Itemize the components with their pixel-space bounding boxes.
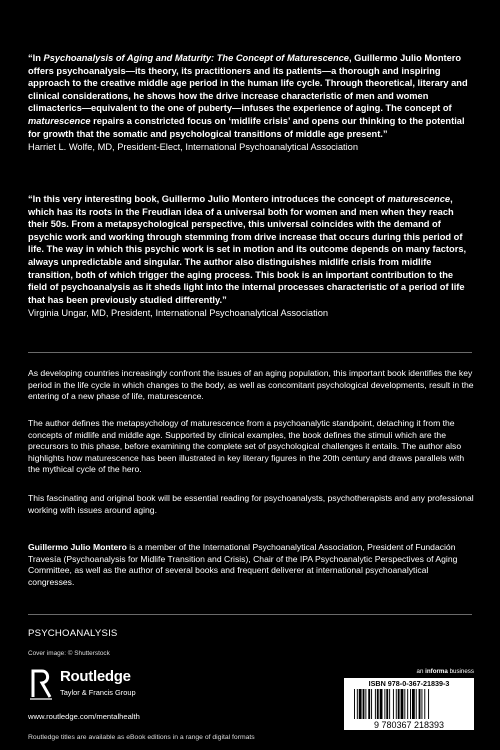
barcode-bar	[359, 689, 362, 719]
publisher-group: Taylor & Francis Group	[60, 688, 136, 697]
barcode-bar	[357, 689, 358, 719]
quote-1-open: “In	[28, 53, 44, 63]
informa-prefix: an	[416, 668, 426, 675]
barcode	[344, 678, 474, 730]
informa-business-label	[417, 668, 474, 675]
quote-2-text-b: , which has its roots in the Freudian idea of a universal both for women and men when they reach their 50s. From a metapsychological perspective, this universal coincides with the demand of psychic work and working through stemming from drive increase that occurs during this period of life. The way in which this psychic work is set in motion and its outcome depends on many factors, always unpredictable and singular. The author also distinguishes midlife crisis from midlife transition, both of which trigger the aging process. This book is an important contribution to the field of psychoanalysis as it sheds light into the internal processes characteristic of a period of life that has been previously studied differently.”	[28, 194, 467, 305]
publisher-name: Routledge	[60, 668, 131, 685]
barcode-bar	[363, 689, 365, 719]
barcode-bar	[393, 689, 394, 719]
barcode-bar	[428, 689, 429, 719]
author-bio	[28, 542, 474, 588]
divider-rule-bottom	[28, 614, 472, 615]
barcode-bar	[386, 689, 388, 719]
barcode-bar	[389, 689, 390, 719]
barcode-bar	[398, 689, 400, 719]
author-bio-text: is a member of the International Psychoanalytical Association, President of Fundación Travesía (Psychoanalysis for Midlife Transition and Crisis), Chair of the IPA Psychoanalytic Perspectives of Aging Committee, as well as the author of several books and frequent deliverer at international psychoanalytical congresses.	[28, 542, 458, 587]
barcode-bar	[404, 689, 405, 719]
divider-rule	[28, 352, 472, 353]
barcode-bar	[407, 689, 408, 719]
endorsement-quote-1	[28, 52, 474, 154]
routledge-r-logo-icon	[28, 667, 54, 701]
barcode-bar	[375, 689, 376, 719]
author-name: Guillermo Julio Montero	[28, 542, 127, 552]
barcode-bar	[421, 689, 422, 719]
barcode-digits: 9 780367 218393	[373, 720, 445, 730]
quote-1-term: maturescence	[28, 115, 91, 126]
barcode-graphic	[344, 688, 474, 730]
description-paragraph-3: This fascinating and original book will be essential reading for psychoanalysts, psychotherapists and any professional working with issues around aging.	[28, 493, 474, 515]
barcode-bar	[365, 689, 366, 719]
quote-2-term: maturescence	[387, 194, 451, 204]
barcode-bar	[396, 689, 397, 719]
cover-credit: Cover image: © Shutterstock	[28, 650, 110, 657]
barcode-bar	[354, 689, 355, 719]
description-paragraph-1: As developing countries increasingly confront the issues of an aging population, this important book identifies the key period in the life cycle in which changes to the body, as well as concomitant psychological developments, result in the entering of a new phase of life, maturescence.	[28, 368, 474, 402]
barcode-bar	[371, 689, 372, 719]
barcode-bar	[384, 689, 385, 719]
barcode-bar	[410, 689, 411, 719]
publisher-url[interactable]: www.routledge.com/mentalhealth	[28, 712, 140, 721]
barcode-bar	[412, 689, 415, 719]
subject-category: PSYCHOANALYSIS	[28, 628, 118, 639]
barcode-bar	[401, 689, 404, 719]
barcode-bar	[380, 689, 383, 719]
description-paragraph-2: The author defines the metapsychology of maturescence from a psychoanalytic standpoint, detaching it from the concepts of midlife and middle age. Supported by clinical examples, the book defines the stimuli which are the precursors to this phase, before examining the complete set of psychological challenges it entails. The author also highlights how maturescence has been illustrated in key literary figures in the 20th century and draws parallels with the mythical cycle of the hero.	[28, 418, 465, 475]
barcode-bar	[419, 689, 421, 719]
quote-2-text-a: “In this very interesting book, Guillermo Julio Montero introduces the concept of	[28, 194, 388, 204]
barcode-bar	[368, 689, 370, 719]
informa-suffix: business	[447, 668, 474, 675]
endorsement-quote-2	[28, 193, 474, 320]
quote-1-text-a: , Guillermo Julio Montero offers psychoanalysis—its theory, its practitioners and its patients—a thorough and inspiring approach to the creative middle age period in the human life cycle. Through theoretical, literary and clinical considerations, he shows how the drive increase characteristic of men and women climacterics—equivalent to the one of puberty—infuses the experience of aging. The concept of	[28, 53, 468, 114]
barcode-bar	[416, 689, 417, 719]
ebook-note: Routledge titles are available as eBook editions in a range of digital formats	[28, 734, 255, 741]
barcode-bar	[377, 689, 379, 719]
barcode-bar	[424, 689, 425, 719]
quote-1-book-title: Psychoanalysis of Aging and Maturity: The Concept of Maturescence	[43, 53, 349, 63]
quote-1-text-b: repairs a constricted focus on ‘midlife crisis’ and opens our thinking to the potential for growth that the somatic and psychological transitions of middle age present.”	[28, 115, 465, 139]
quote-2-attribution: Virginia Ungar, MD, President, International Psychoanalytical Association	[28, 308, 329, 319]
isbn-text: ISBN 978-0-367-21839-3	[368, 679, 450, 688]
quote-1-attribution: Harriet L. Wolfe, MD, President-Elect, International Psychoanalytical Association	[28, 142, 359, 153]
informa-brand: informa	[425, 668, 448, 675]
publisher-logo	[28, 667, 168, 703]
